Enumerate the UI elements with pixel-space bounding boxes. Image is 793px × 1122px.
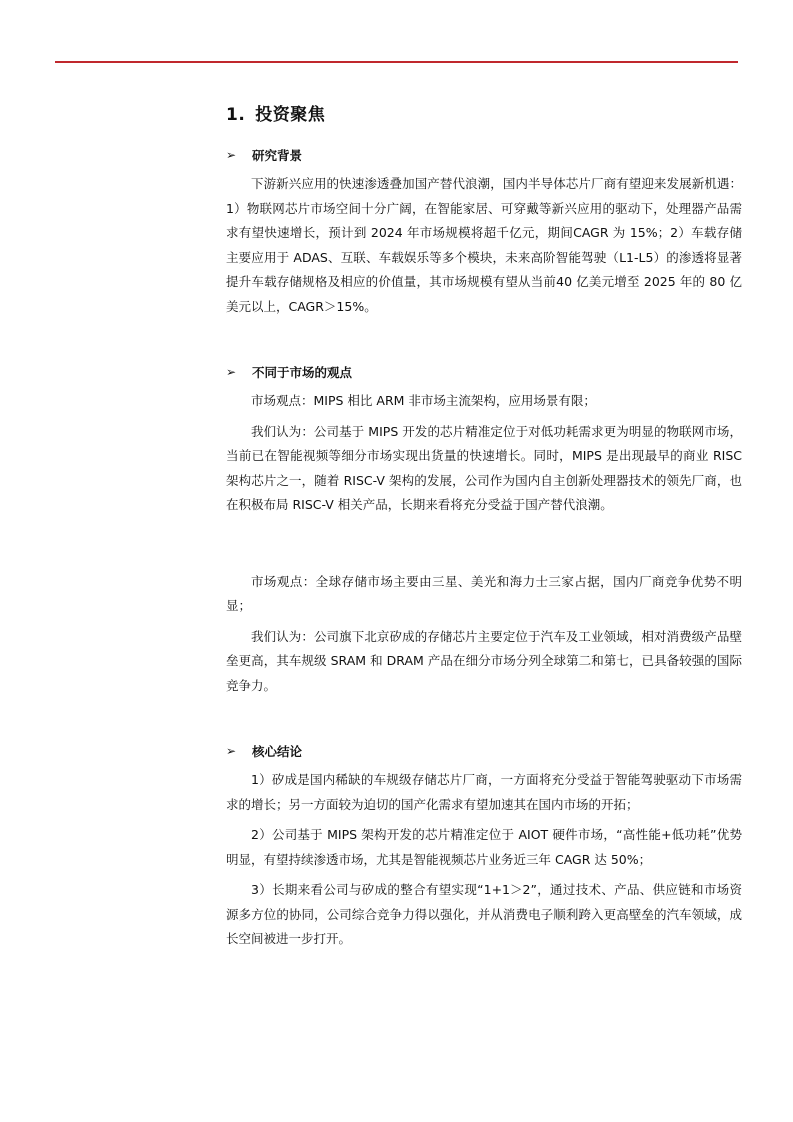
report-body	[226, 100, 742, 952]
arrow-bullet-icon: ➢	[226, 365, 237, 379]
our-view-paragraph: 我们认为：公司基于 MIPS 开发的芯片精准定位于对低功耗需求更为明显的物联网市场，当前已在智能视频等细分市场实现出货量的快速增长。同时，MIPS 是出现最早的商业 RISC 架构芯片之一，随着 RISC-V 架构的发展，公司作为国内自主创新处理器技术的领先厂商，也在积极布局 RISC-V 相关产品，长期来看将充分受益于国产替代浪潮。	[226, 423, 742, 512]
our-view-paragraph: 我们认为：公司旗下北京矽成的存储芯片主要定位于汽车及工业领域，相对消费级产品壁垒更高，其车规级 SRAM 和 DRAM 产品在细分市场分列全球第二和第七，已具备较强的国际竞争力。	[226, 628, 742, 693]
section-title: 投资聚焦	[255, 105, 326, 125]
subsection-title: 核心结论	[252, 744, 303, 759]
subsection-heading-conclusion	[226, 740, 742, 762]
arrow-bullet-icon: ➢	[226, 148, 237, 162]
section-heading	[226, 100, 742, 130]
conclusion-item: 2）公司基于 MIPS 架构开发的芯片精准定位于 AIOT 硬件市场，“高性能+低功耗”优势明显，有望持续渗透市场，尤其是智能视频芯片业务近三年 CAGR 达 50%；	[226, 827, 742, 867]
subsection-heading-background	[226, 144, 742, 166]
background-paragraph: 下游新兴应用的快速渗透叠加国产替代浪潮，国内半导体芯片厂商有望迎来发展新机遇：1）物联网芯片市场空间十分广阔，在智能家居、可穿戴等新兴应用的驱动下，处理器产品需求有望快速增长，预计到 2024 年市场规模将超千亿元，期间CAGR 为 15%；2）车载存储主要应用于 ADAS、互联、车载娱乐等多个模块，未来高阶智能驾驶（L1-L5）的渗透将显著提升车载存储规格及相应的价值量，其市场规模有望从当前40 亿美元增至 2025 年的 80 亿美元以上，CAGR＞15%。	[226, 176, 742, 314]
subsection-title: 不同于市场的观点	[252, 365, 353, 380]
arrow-bullet-icon: ➢	[226, 744, 237, 758]
conclusion-item: 3）长期来看公司与矽成的整合有望实现“1+1＞2”，通过技术、产品、供应链和市场资源多方位的协同，公司综合竞争力得以强化，并从消费电子顺利跨入更高壁垒的汽车领域，成长空间被进一步打开。	[226, 882, 742, 946]
subsection-heading-different-view	[226, 361, 742, 383]
section-number: 1.	[226, 105, 246, 125]
market-view-paragraph: 市场观点：MIPS 相比 ARM 非市场主流架构，应用场景有限；	[251, 393, 596, 408]
conclusion-item: 1）矽成是国内稀缺的车规级存储芯片厂商，一方面将充分受益于智能驾驶驱动下市场需求的增长；另一方面较为迫切的国产化需求有望加速其在国内市场的开拓；	[226, 772, 742, 812]
market-view-paragraph: 市场观点：全球存储市场主要由三星、美光和海力士三家占据，国内厂商竞争优势不明显；	[226, 573, 742, 613]
subsection-title: 研究背景	[252, 148, 303, 163]
header-rule	[55, 61, 738, 63]
